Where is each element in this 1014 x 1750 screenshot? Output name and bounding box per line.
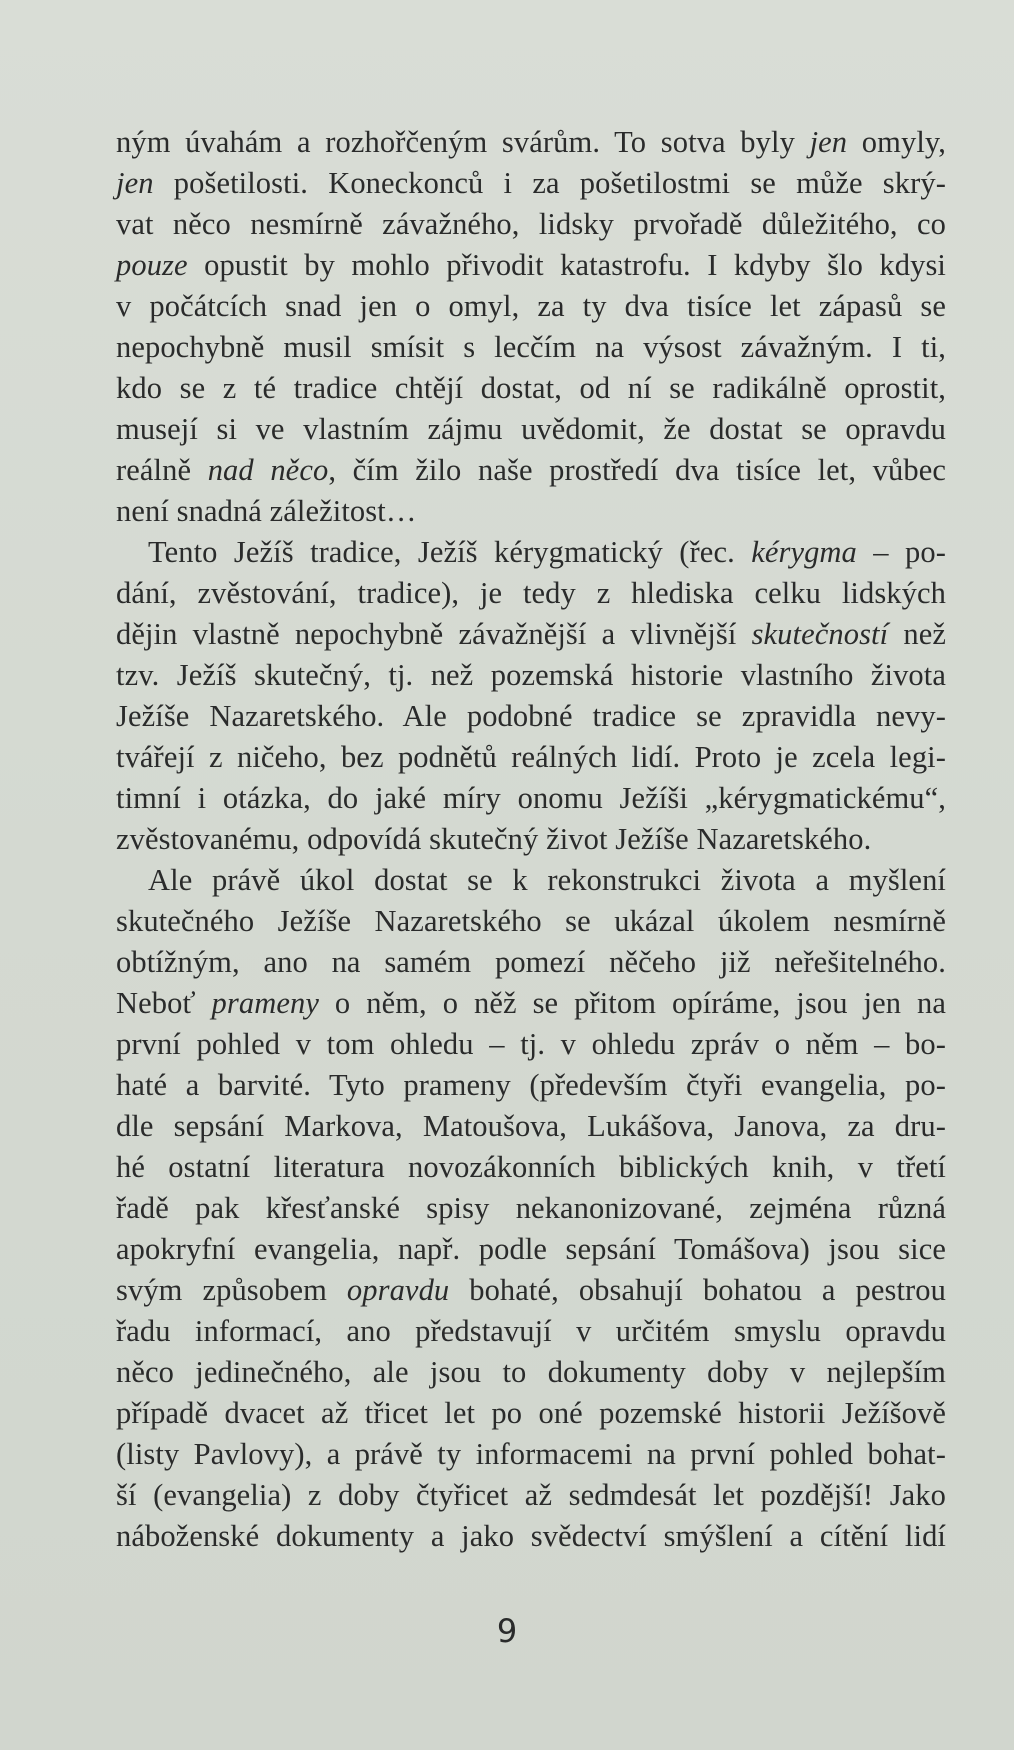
text-line [116,368,946,409]
text-segment: pošetilosti. Koneckonců i za pošetilostmi se může skrý- [153,166,946,200]
text-segment: první pohled v tom ohledu – tj. v ohledu zpráv o něm – bo- [116,1027,946,1061]
text-line [116,204,946,245]
text-line [116,573,946,614]
text-segment: něco jedinečného, ale jsou to dokumenty doby v nejlepším [116,1355,946,1389]
text-segment: dle sepsání Markova, Matoušova, Lukášova, Janova, za dru- [116,1109,946,1143]
text-segment: řadě pak křesťanské spisy nekanonizované, zejména různá [116,1191,946,1225]
text-segment: dání, zvěstování, tradice), je tedy z hlediska celku lidských [116,576,946,610]
text-line [116,163,946,204]
text-segment: není snadná záležitost… [116,494,417,528]
text-segment: svým způsobem [116,1273,347,1307]
page-number: 9 [496,1612,518,1650]
text-segment: Tento Ježíš tradice, Ježíš kérygmatický (řec. [148,535,752,569]
text-segment: tvářejí z ničeho, bez podnětů reálných lidí. Proto je zcela legi- [116,740,946,774]
text-line [116,1434,946,1475]
text-line [116,245,946,286]
text-segment: kdo se z té tradice chtějí dostat, od ní se radikálně oprostit, [116,371,946,405]
body-text [116,122,946,1557]
text-segment: obtížným, ano na samém pomezí něčeho již neřešitelného. [116,945,946,979]
text-line [116,696,946,737]
text-segment: Ježíše Nazaretského. Ale podobné tradice se zpravidla nevy- [116,699,946,733]
text-segment: haté a barvité. Tyto prameny (především čtyři evangelia, po- [116,1068,946,1102]
text-line [116,1106,946,1147]
italic-segment: nad něco [207,453,329,487]
text-line [116,778,946,819]
text-line [116,327,946,368]
text-segment: ší (evangelia) z doby čtyřicet až sedmdesát let pozdější! Jako [116,1478,946,1512]
text-segment: náboženské dokumenty a jako svědectví smýšlení a cítění lidí [116,1519,946,1553]
text-line [116,1475,946,1516]
text-segment: musejí si ve vlastním zájmu uvědomit, že dostat se opravdu [116,412,946,446]
text-segment: skutečného Ježíše Nazaretského se ukázal úkolem nesmírně [116,904,946,938]
text-segment: hé ostatní literatura novozákonních biblických knih, v třetí [116,1150,946,1184]
text-segment: zvěstovanému, odpovídá skutečný život Ježíše Nazaretského. [116,822,872,856]
text-line [116,1270,946,1311]
text-line [116,122,946,163]
text-line [116,983,946,1024]
text-line [116,1147,946,1188]
text-line [116,614,946,655]
text-line [116,1393,946,1434]
text-line [116,1352,946,1393]
text-segment: timní i otázka, do jaké míry onomu Ježíši „kérygmatickému“, [116,781,946,815]
text-segment: apokryfní evangelia, např. podle sepsání Tomášova) jsou sice [116,1232,946,1266]
text-segment: nepochybně musil smísit s lecčím na výsost závažným. I ti, [116,330,946,364]
text-line [116,655,946,696]
text-segment: ným úvahám a rozhořčeným svárům. To sotva byly [116,125,810,159]
text-line [116,450,946,491]
text-segment: případě dvacet až třicet let po oné pozemské historii Ježíšově [116,1396,946,1430]
italic-segment: kérygma [751,535,857,569]
text-segment: Neboť [116,986,212,1020]
italic-segment: pouze [116,248,188,282]
text-segment: řadu informací, ano představují v určitém smyslu opravdu [116,1314,946,1348]
italic-segment: prameny [211,986,319,1020]
text-segment: bohaté, obsahují bohatou a pestrou [449,1273,946,1307]
text-segment: vat něco nesmírně závažného, lidsky prvořadě důležitého, co [116,207,946,241]
italic-segment: opravdu [346,1273,450,1307]
text-line [116,1229,946,1270]
text-segment: opustit by mohlo přivodit katastrofu. I kdyby šlo kdysi [187,248,946,282]
text-line [116,491,946,532]
text-line [116,409,946,450]
italic-segment: skutečností [751,617,889,651]
text-segment: (listy Pavlovy), a právě ty informacemi na první pohled bohat- [116,1437,946,1471]
text-segment: než [888,617,946,651]
text-line [116,1024,946,1065]
text-line [116,1065,946,1106]
text-line [116,819,946,860]
text-segment: tzv. Ježíš skutečný, tj. než pozemská historie vlastního života [116,658,946,692]
text-line [116,901,946,942]
italic-segment: jen [809,125,848,159]
text-line [116,942,946,983]
text-segment: – po- [856,535,946,569]
text-line [116,286,946,327]
text-segment: v počátcích snad jen o omyl, za ty dva tisíce let zápasů se [116,289,946,323]
text-line [116,1516,946,1557]
text-line [116,1311,946,1352]
text-segment: Ale právě úkol dostat se k rekonstrukci života a myšlení [148,863,946,897]
text-line [116,532,946,573]
text-segment: o něm, o něž se přitom opíráme, jsou jen na [318,986,946,1020]
text-segment: omyly, [847,125,946,159]
text-segment: reálně [116,453,208,487]
text-line [116,737,946,778]
text-segment: dějin vlastně nepochybně závažnější a vlivnější [116,617,752,651]
text-line [116,860,946,901]
italic-segment: jen [116,166,154,200]
text-segment: , čím žilo naše prostředí dva tisíce let, vůbec [328,453,946,487]
text-line [116,1188,946,1229]
